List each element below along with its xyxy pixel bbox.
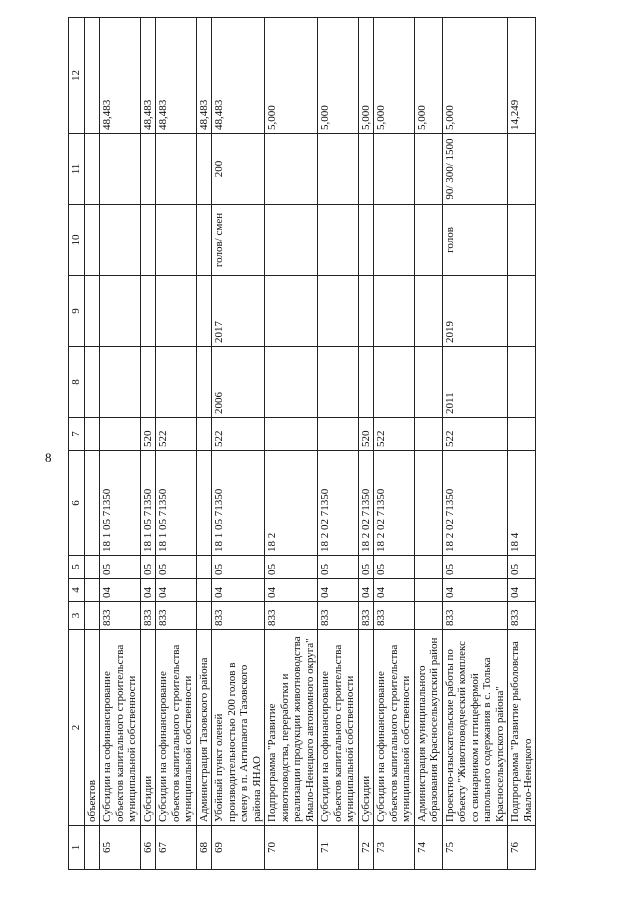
subsection-cell: 05 <box>508 556 536 579</box>
start-year-cell <box>358 347 374 418</box>
name-cell: Администрация муниципального образования Красноселькупский район <box>414 630 442 826</box>
name-cell: Убойный пункт оленей производительностью 200 голов в смену в п. Антипаюта Тазовского района ЯНАО <box>212 630 265 826</box>
capacity-cell <box>140 134 156 205</box>
header-cell: 5 <box>69 556 85 579</box>
header-cell: 3 <box>69 602 85 630</box>
table-row <box>358 18 374 870</box>
row-number-cell: 73 <box>374 826 415 870</box>
row-number-cell: 65 <box>100 826 141 870</box>
end-year-cell <box>265 276 318 347</box>
row-number-cell: 67 <box>156 826 197 870</box>
amount-cell <box>84 18 100 134</box>
subsection-cell: 05 <box>100 556 141 579</box>
code-cell <box>414 602 442 630</box>
subsection-cell: 05 <box>442 556 508 579</box>
target-article-cell <box>196 451 212 556</box>
amount-cell: 5,000 <box>318 18 359 134</box>
target-article-cell: 18 2 02 71350 <box>442 451 508 556</box>
start-year-cell <box>508 347 536 418</box>
subsection-cell: 05 <box>374 556 415 579</box>
row-number-cell: 69 <box>212 826 265 870</box>
row-number-cell: 68 <box>196 826 212 870</box>
table-row <box>140 18 156 870</box>
amount-cell: 48,483 <box>100 18 141 134</box>
code-cell: 833 <box>100 602 141 630</box>
end-year-cell <box>508 276 536 347</box>
capacity-cell: 90/ 300/ 1500 <box>442 134 508 205</box>
row-number-cell: 72 <box>358 826 374 870</box>
table-row <box>196 18 212 870</box>
subsection-cell: 05 <box>212 556 265 579</box>
table-row <box>374 18 415 870</box>
code-cell: 833 <box>508 602 536 630</box>
amount-cell: 5,000 <box>442 18 508 134</box>
name-cell: Субсидии на софинансирование объектов капитального строительства муниципальной собственности <box>318 630 359 826</box>
table-row <box>508 18 536 870</box>
end-year-cell <box>318 276 359 347</box>
subsection-cell: 05 <box>265 556 318 579</box>
code-cell: 833 <box>140 602 156 630</box>
expense-type-cell <box>196 418 212 451</box>
subsection-cell <box>414 556 442 579</box>
capacity-cell <box>318 134 359 205</box>
target-article-cell: 18 1 05 71350 <box>140 451 156 556</box>
code-cell: 833 <box>358 602 374 630</box>
unit-cell <box>318 205 359 276</box>
name-cell: Подпрограмма "Развитие животноводства, переработки и реализации продукции животноводства Ямало-Ненецкого автономного округа" <box>265 630 318 826</box>
section-cell: 04 <box>508 579 536 602</box>
table-row <box>156 18 197 870</box>
row-number-cell: 71 <box>318 826 359 870</box>
header-cell: 7 <box>69 418 85 451</box>
section-cell <box>196 579 212 602</box>
unit-cell <box>196 205 212 276</box>
end-year-cell: 2019 <box>442 276 508 347</box>
target-article-cell: 18 1 05 71350 <box>212 451 265 556</box>
amount-cell: 48,483 <box>196 18 212 134</box>
name-cell: Субсидии <box>358 630 374 826</box>
start-year-cell <box>100 347 141 418</box>
capacity-cell <box>156 134 197 205</box>
name-cell: Субсидии на софинансирование объектов капитального строительства муниципальной собственности <box>156 630 197 826</box>
expense-type-cell <box>414 418 442 451</box>
amount-cell: 5,000 <box>414 18 442 134</box>
section-cell: 04 <box>100 579 141 602</box>
target-article-cell: 18 1 05 71350 <box>156 451 197 556</box>
expense-type-cell: 520 <box>140 418 156 451</box>
code-cell: 833 <box>374 602 415 630</box>
capacity-cell <box>414 134 442 205</box>
section-cell <box>414 579 442 602</box>
target-article-cell: 18 4 <box>508 451 536 556</box>
start-year-cell <box>156 347 197 418</box>
row-number-cell: 75 <box>442 826 508 870</box>
row-number-cell: 74 <box>414 826 442 870</box>
subsection-cell: 05 <box>318 556 359 579</box>
target-article-cell <box>84 451 100 556</box>
code-cell: 833 <box>156 602 197 630</box>
header-cell: 8 <box>69 347 85 418</box>
header-cell: 9 <box>69 276 85 347</box>
row-number-cell: 76 <box>508 826 536 870</box>
unit-cell <box>414 205 442 276</box>
start-year-cell <box>140 347 156 418</box>
header-cell: 2 <box>69 630 85 826</box>
name-cell: Подпрограмма "Развитие рыболовства Ямало-Ненецкого <box>508 630 536 826</box>
target-article-cell: 18 2 02 71350 <box>358 451 374 556</box>
target-article-cell: 18 2 02 71350 <box>318 451 359 556</box>
section-cell: 04 <box>140 579 156 602</box>
unit-cell: голов/ смен <box>212 205 265 276</box>
header-cell: 10 <box>69 205 85 276</box>
unit-cell <box>140 205 156 276</box>
unit-cell <box>358 205 374 276</box>
table-row <box>100 18 141 870</box>
unit-cell <box>156 205 197 276</box>
header-cell: 4 <box>69 579 85 602</box>
end-year-cell <box>100 276 141 347</box>
target-article-cell: 18 2 02 71350 <box>374 451 415 556</box>
row-number-cell: 70 <box>265 826 318 870</box>
expense-type-cell <box>100 418 141 451</box>
section-cell <box>84 579 100 602</box>
section-cell: 04 <box>442 579 508 602</box>
budget-table <box>68 17 536 870</box>
subsection-cell <box>84 556 100 579</box>
subsection-cell: 05 <box>156 556 197 579</box>
target-article-cell: 18 2 <box>265 451 318 556</box>
table-row <box>84 18 100 870</box>
section-cell: 04 <box>358 579 374 602</box>
start-year-cell <box>196 347 212 418</box>
expense-type-cell: 522 <box>212 418 265 451</box>
end-year-cell <box>358 276 374 347</box>
start-year-cell: 2006 <box>212 347 265 418</box>
code-cell: 833 <box>265 602 318 630</box>
expense-type-cell: 522 <box>156 418 197 451</box>
table-row <box>318 18 359 870</box>
expense-type-cell: 522 <box>374 418 415 451</box>
start-year-cell <box>84 347 100 418</box>
header-row <box>69 18 85 870</box>
capacity-cell <box>508 134 536 205</box>
header-cell: 1 <box>69 826 85 870</box>
unit-cell <box>374 205 415 276</box>
section-cell: 04 <box>156 579 197 602</box>
amount-cell: 48,483 <box>156 18 197 134</box>
capacity-cell <box>84 134 100 205</box>
name-cell: Проектно-изыскательские работы по объекту "Животноводческий комплекс со свинарником и птицефермой напольного содержания в с. Толька Красноселькупского района" <box>442 630 508 826</box>
amount-cell: 5,000 <box>265 18 318 134</box>
name-cell: Администрация Тазовского района <box>196 630 212 826</box>
expense-type-cell: 522 <box>442 418 508 451</box>
unit-cell <box>84 205 100 276</box>
header-cell: 11 <box>69 134 85 205</box>
unit-cell: голов <box>442 205 508 276</box>
subsection-cell <box>196 556 212 579</box>
name-cell: Субсидии на софинансирование объектов капитального строительства муниципальной собственности <box>100 630 141 826</box>
capacity-cell <box>100 134 141 205</box>
end-year-cell <box>196 276 212 347</box>
code-cell: 833 <box>442 602 508 630</box>
amount-cell: 5,000 <box>374 18 415 134</box>
unit-cell <box>508 205 536 276</box>
row-number-cell <box>84 826 100 870</box>
end-year-cell <box>374 276 415 347</box>
target-article-cell <box>414 451 442 556</box>
expense-type-cell <box>318 418 359 451</box>
section-cell: 04 <box>318 579 359 602</box>
start-year-cell <box>318 347 359 418</box>
table-row <box>265 18 318 870</box>
capacity-cell <box>358 134 374 205</box>
table-row <box>442 18 508 870</box>
section-cell: 04 <box>374 579 415 602</box>
subsection-cell: 05 <box>140 556 156 579</box>
rotated-table-container <box>68 18 628 870</box>
expense-type-cell <box>508 418 536 451</box>
end-year-cell: 2017 <box>212 276 265 347</box>
start-year-cell <box>374 347 415 418</box>
header-cell: 12 <box>69 18 85 134</box>
name-cell: Субсидии <box>140 630 156 826</box>
code-cell <box>196 602 212 630</box>
unit-cell <box>100 205 141 276</box>
amount-cell: 48,483 <box>212 18 265 134</box>
target-article-cell: 18 1 05 71350 <box>100 451 141 556</box>
capacity-cell <box>196 134 212 205</box>
end-year-cell <box>156 276 197 347</box>
expense-type-cell <box>265 418 318 451</box>
amount-cell: 48,483 <box>140 18 156 134</box>
start-year-cell <box>414 347 442 418</box>
end-year-cell <box>414 276 442 347</box>
capacity-cell <box>374 134 415 205</box>
amount-cell: 5,000 <box>358 18 374 134</box>
page-number: 8 <box>45 450 52 465</box>
code-cell <box>84 602 100 630</box>
capacity-cell <box>265 134 318 205</box>
name-cell: объектов <box>84 630 100 826</box>
expense-type-cell <box>84 418 100 451</box>
section-cell: 04 <box>212 579 265 602</box>
code-cell: 833 <box>212 602 265 630</box>
capacity-cell: 200 <box>212 134 265 205</box>
start-year-cell <box>265 347 318 418</box>
expense-type-cell: 520 <box>358 418 374 451</box>
row-number-cell: 66 <box>140 826 156 870</box>
end-year-cell <box>140 276 156 347</box>
name-cell: Субсидии на софинансирование объектов капитального строительства муниципальной собственности <box>374 630 415 826</box>
table-row <box>212 18 265 870</box>
amount-cell: 14,249 <box>508 18 536 134</box>
start-year-cell: 2011 <box>442 347 508 418</box>
end-year-cell <box>84 276 100 347</box>
code-cell: 833 <box>318 602 359 630</box>
header-cell: 6 <box>69 451 85 556</box>
subsection-cell: 05 <box>358 556 374 579</box>
unit-cell <box>265 205 318 276</box>
section-cell: 04 <box>265 579 318 602</box>
table-row <box>414 18 442 870</box>
